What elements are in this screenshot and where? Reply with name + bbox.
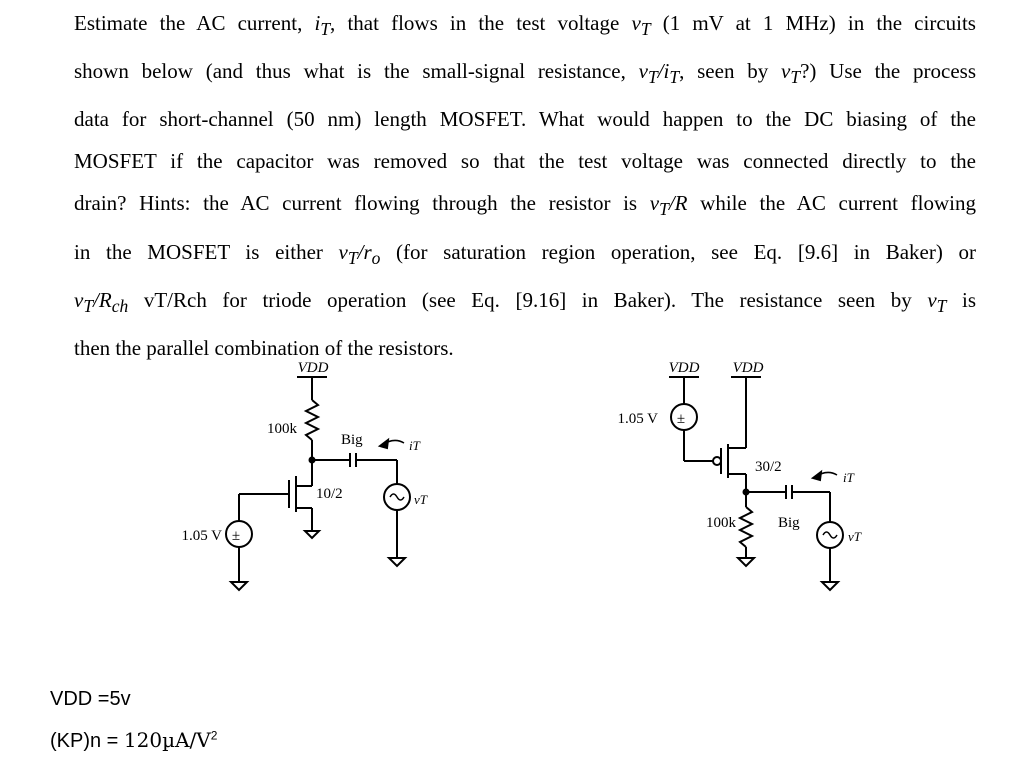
- current-label: iT: [409, 438, 420, 453]
- circuit-diagrams: [0, 330, 1024, 610]
- drain-node-dot: [309, 457, 316, 464]
- right-mosfet-size-label: 30/2: [755, 459, 782, 475]
- mosfet-size-label: 10/2: [316, 486, 343, 502]
- right-plus-minus-icon: ±: [676, 411, 686, 427]
- capacitor-label: Big: [341, 432, 363, 448]
- right-current-label: iT: [843, 470, 854, 485]
- problem-line-1: Estimate the AC current, $i_T$, that flows in the test voltage $v_T$ (1 mV at 1 MHz) in the circuits: [74, 11, 976, 40]
- dc-source-label: 1.05 V: [181, 528, 222, 544]
- problem-line-2: shown below (and thus what is the small-signal resistance, $v_T/i_T$, seen by $v_T$?) Use the process: [74, 59, 976, 88]
- right-capacitor-label: Big: [778, 515, 800, 531]
- problem-line-5: drain? Hints: the AC current flowing through the resistor is $v_T/R$ while the AC current flowing: [74, 191, 976, 220]
- problem-line-4: MOSFET if the capacitor was removed so that the test voltage was connected directly to the: [74, 149, 976, 174]
- vdd-label: VDD: [297, 360, 329, 376]
- problem-line-7: $v_T/R_{ch}$ vT/Rch for triode operation (see Eq. [9.16] in Baker). The resistance seen by $v_T$ is: [74, 287, 976, 316]
- given-kp-prefix: (KP)n =: [50, 730, 124, 752]
- given-kp-exponent: 2: [210, 728, 218, 743]
- left-circuit: [226, 377, 410, 590]
- test-voltage-label: vT: [414, 492, 427, 507]
- given-vdd: VDD =5v: [50, 688, 131, 710]
- right-circuit: [669, 377, 843, 590]
- right-test-voltage-label: vT: [848, 529, 861, 544]
- problem-line-8: then the parallel combination of the resistors.: [74, 335, 454, 360]
- problem-line-6: in the MOSFET is either $v_T/r_o$ (for saturation region operation, see Eq. [9.6] in Baker) or: [74, 239, 976, 268]
- given-kp-value: 120µA/V: [123, 728, 211, 752]
- right-drain-node-dot: [743, 489, 750, 496]
- right-resistor-label: 100k: [706, 515, 736, 531]
- given-kp: [50, 728, 217, 753]
- resistor-label: 100k: [267, 421, 297, 437]
- plus-minus-icon: ±: [231, 528, 241, 544]
- right-dc-source-label: 1.05 V: [617, 411, 658, 427]
- problem-statement: [74, 2, 976, 369]
- right-vdd1-label: VDD: [668, 360, 700, 376]
- right-vdd2-label: VDD: [732, 360, 764, 376]
- problem-line-3: data for short-channel (50 nm) length MOSFET. What would happen to the DC biasing of the: [74, 107, 976, 132]
